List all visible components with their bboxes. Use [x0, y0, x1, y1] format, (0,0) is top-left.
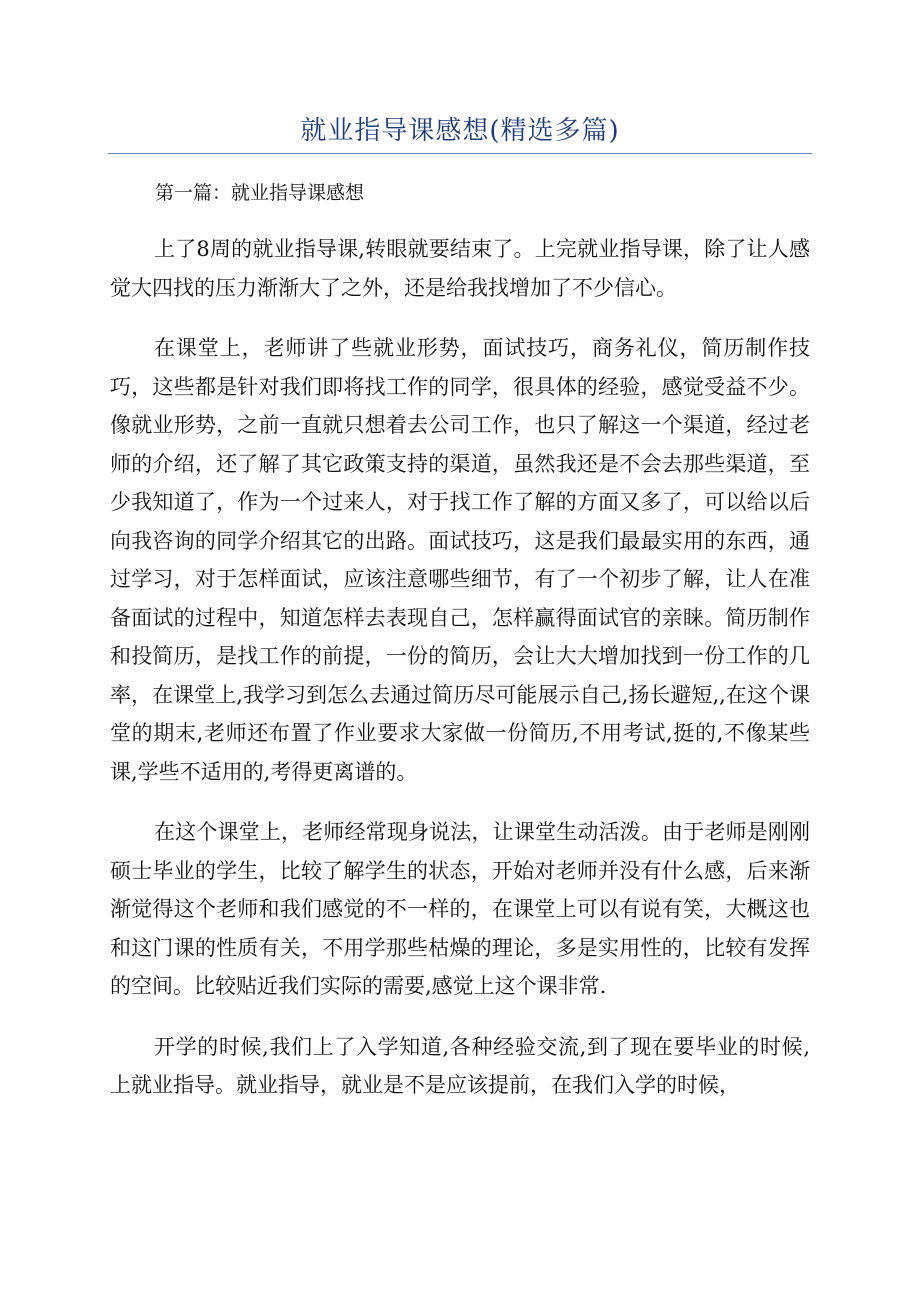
- paragraph-2: 在课堂上，老师讲了些就业形势，面试技巧，商务礼仪，简历制作技巧，这些都是针对我们即将找工作的同学，很具体的经验，感觉受益不少。像就业形势，之前一直就只想着去公司工作，也只了解这一个渠道，经过老师的介绍，还了解了其它政策支持的渠道，虽然我还是不会去那些渠道，至少我知道了，作为一个过来人，对于找工作了解的方面又多了，可以给以后向我咨询的同学介绍其它的出路。面试技巧，这是我们最最实用的东西，通过学习，对于怎样面试，应该注意哪些细节，有了一个初步了解，让人在准备面试的过程中，知道怎样去表现自己，怎样赢得面试官的亲睐。简历制作和投简历，是找工作的前提，一份的简历，会让大大增加找到一份工作的几率，在课堂上,我学习到怎么去通过简历尽可能展示自己,扬长避短,,在这个课堂的期末,老师还布置了作业要求大家做一份简历,不用考试,挺的,不像某些课,学些不适用的,考得更离谱的。: [110, 336, 810, 784]
- paragraph-4: 开学的时候,我们上了入学知道,各种经验交流,到了现在要毕业的时候,上就业指导。就业指导，就业是不是应该提前，在我们入学的时候，: [110, 1034, 810, 1097]
- document-title: 就业指导课感想(精选多篇): [300, 116, 620, 146]
- paragraph-1: 上了8周的就业指导课,转眼就要结束了。上完就业指导课，除了让人感觉大四找的压力渐渐大了之外，还是给我找增加了不少信心。: [110, 237, 810, 300]
- paragraph-3: 在这个课堂上，老师经常现身说法，让课堂生动活泼。由于老师是刚刚硕士毕业的学生，比较了解学生的状态，开始对老师并没有什么感，后来渐渐觉得这个老师和我们感觉的不一样的，在课堂上可以有说有笑，大概这也和这门课的性质有关，不用学那些枯燥的理论，多是实用性的，比较有发挥的空间。比较贴近我们实际的需要,感觉上这个课非常.: [110, 820, 810, 998]
- title-divider: [108, 153, 812, 154]
- section-heading: 第一篇：就业指导课感想: [155, 182, 365, 204]
- document-body: [110, 178, 810, 1127]
